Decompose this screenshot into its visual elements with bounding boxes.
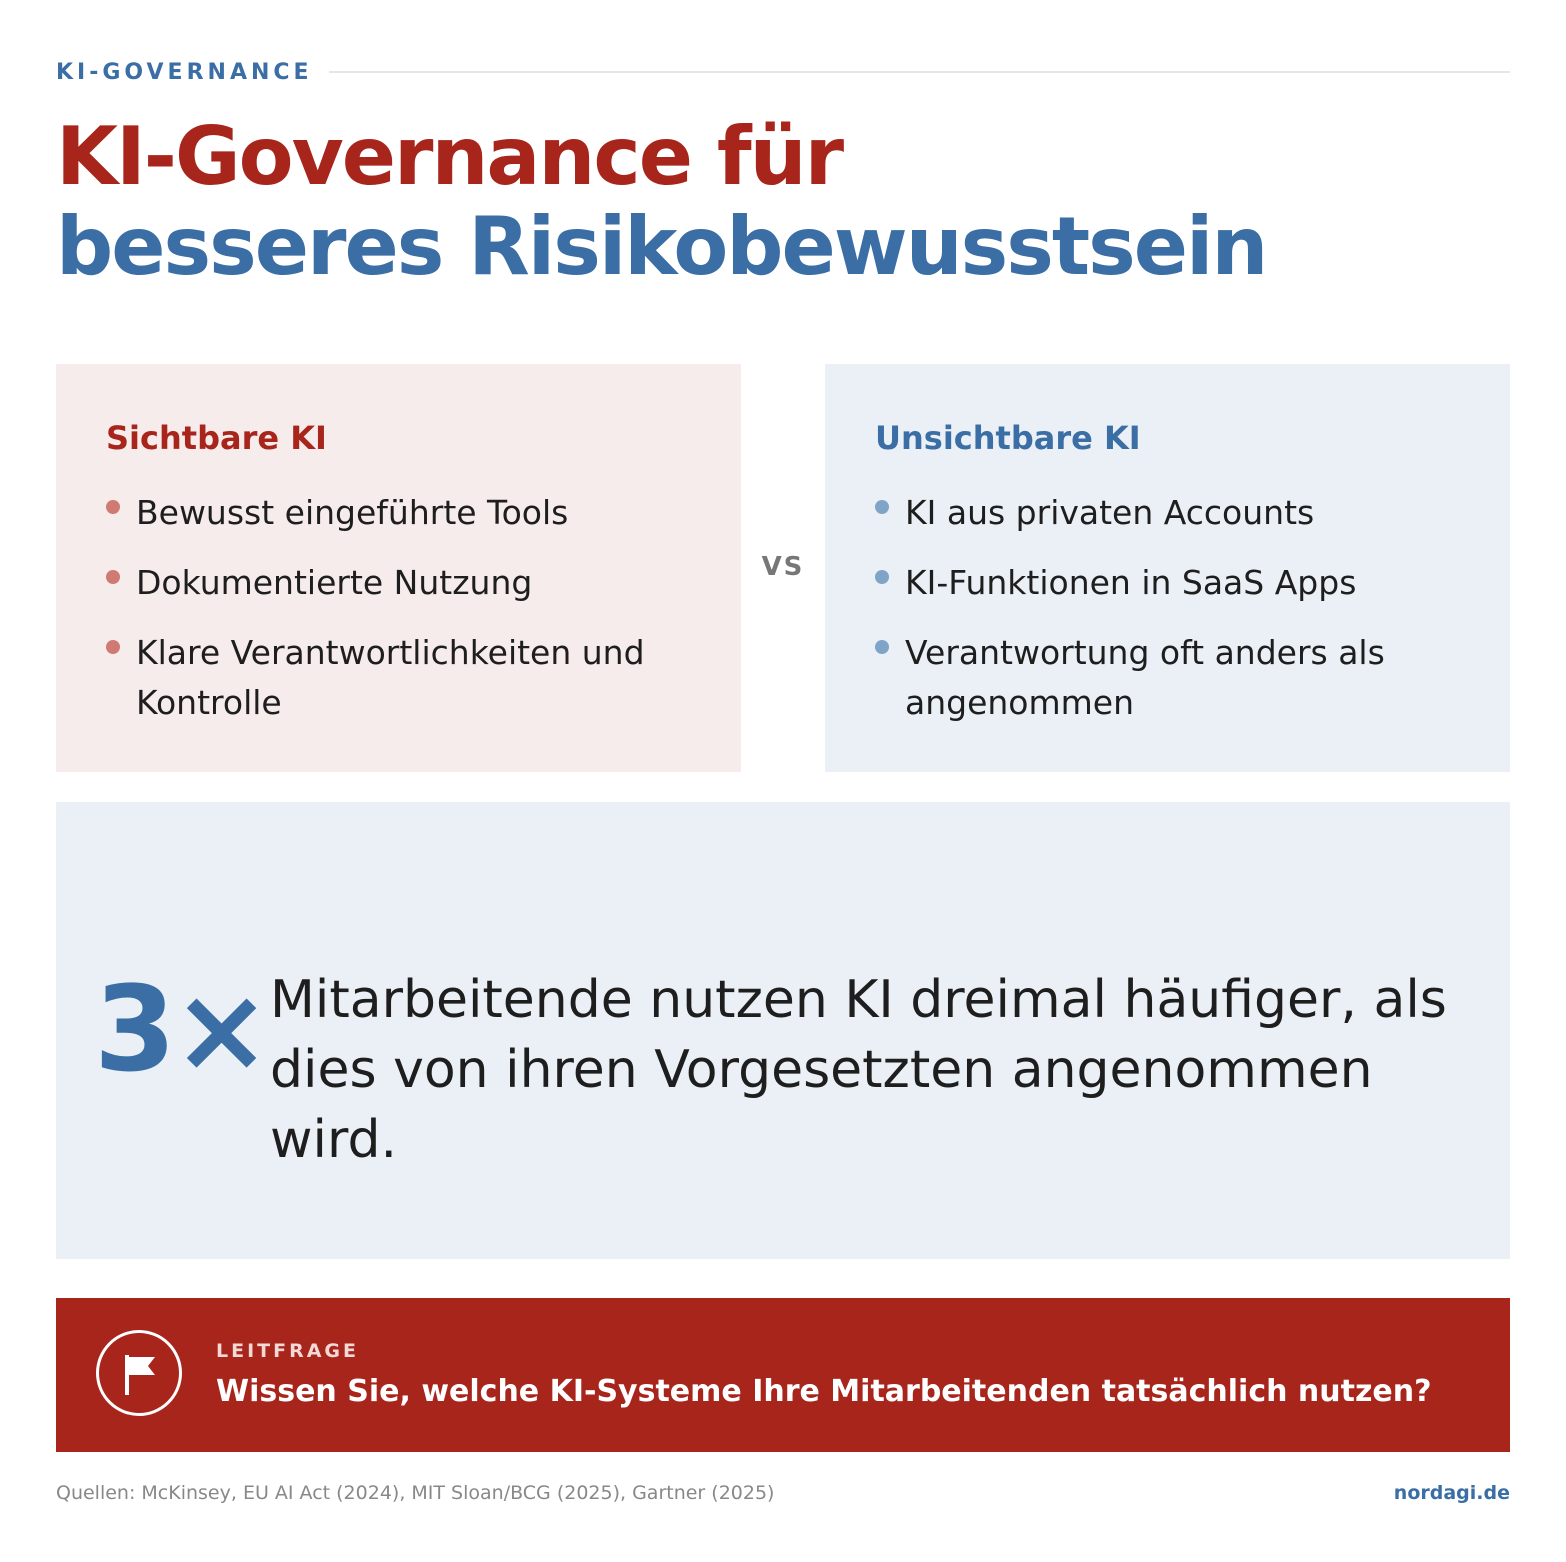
invisible-ai-panel <box>825 364 1510 772</box>
list-item-text: Bewusst eingeführte Tools <box>136 493 569 532</box>
list-item-text: KI aus privaten Accounts <box>905 493 1315 532</box>
list-item-text: KI-Funktionen in SaaS Apps <box>905 563 1357 602</box>
list-item-text: Klare Verantwortlichkeiten und Kontrolle <box>136 633 645 722</box>
key-question-bar <box>56 1298 1510 1452</box>
invisible-ai-list <box>875 488 1460 728</box>
list-item <box>106 488 691 538</box>
list-item-text: Dokumentierte Nutzung <box>136 563 533 602</box>
bullet-dot-icon <box>875 640 889 654</box>
list-item <box>875 558 1460 608</box>
title-line-2: besseres Risikobewusstsein <box>56 200 1267 293</box>
stat-panel <box>56 802 1510 1259</box>
question-label: LEITFRAGE <box>216 1340 360 1362</box>
bullet-dot-icon <box>875 500 889 514</box>
kicker-divider <box>329 71 1510 73</box>
invisible-ai-title: Unsichtbare KI <box>875 419 1141 457</box>
kicker: KI-GOVERNANCE <box>56 59 313 85</box>
list-item <box>106 558 691 608</box>
stat-number: 3× <box>94 960 267 1098</box>
sources-note: Quellen: McKinsey, EU AI Act (2024), MIT Sloan/BCG (2025), Gartner (2025) <box>56 1482 775 1504</box>
list-item-text: Verantwortung oft anders als angenommen <box>905 633 1385 722</box>
vs-label: VS <box>761 552 805 582</box>
bullet-dot-icon <box>106 640 120 654</box>
visible-ai-title: Sichtbare KI <box>106 419 327 457</box>
visible-ai-panel <box>56 364 741 772</box>
question-text: Wissen Sie, welche KI-Systeme Ihre Mitarbeitenden tatsächlich nutzen? <box>216 1374 1432 1409</box>
bullet-dot-icon <box>875 570 889 584</box>
stat-text: Mitarbeitende nutzen KI dreimal häufiger, als dies von ihren Vorgesetzten angenommen wird. <box>270 970 1447 1170</box>
visible-ai-list <box>106 488 691 728</box>
site-name: nordagi.de <box>1393 1482 1510 1504</box>
page-title <box>56 112 1266 292</box>
flag-icon <box>96 1330 182 1416</box>
list-item <box>106 628 691 728</box>
bullet-dot-icon <box>106 570 120 584</box>
bullet-dot-icon <box>106 500 120 514</box>
title-line-1: KI-Governance für <box>56 110 843 203</box>
list-item <box>875 628 1460 728</box>
list-item <box>875 488 1460 538</box>
kicker-row <box>56 58 1510 86</box>
